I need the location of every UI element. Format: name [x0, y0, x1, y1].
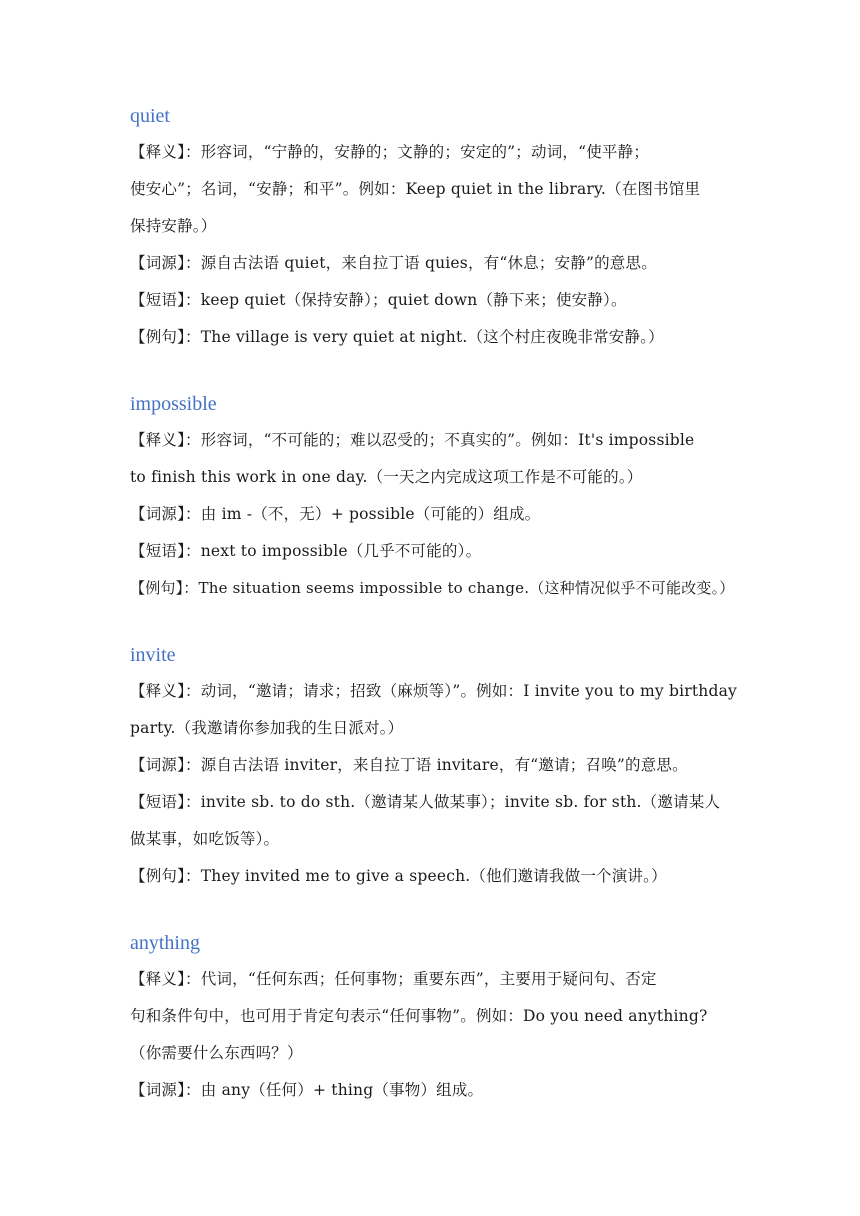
definition-line: 【释义】：形容词，“宁静的，安静的；文静的；安定的”；动词，“使平静；: [130, 143, 650, 161]
definition-line: 句和条件句中，也可用于肯定句表示“任何事物”。例如：Do you need anything?: [130, 1007, 708, 1025]
phrases-line: 【短语】：next to impossible（几乎不可能的）。: [130, 542, 482, 560]
headword: anything: [130, 932, 200, 954]
definition-line: 【释义】：形容词，“不可能的；难以忍受的；不真实的”。例如：It's impossible: [130, 431, 695, 449]
headword: invite: [130, 644, 176, 666]
example-line: 【例句】：They invited me to give a speech.（他们邀请我做一个演讲。）: [130, 867, 667, 885]
phrases-line: 【短语】：invite sb. to do sth.（邀请某人做某事）；invite sb. for sth.（邀请某人: [130, 793, 721, 811]
example-line: 【例句】：The village is very quiet at night.（这个村庄夜晚非常安静。）: [130, 328, 664, 346]
phrases-line: 【短语】：keep quiet（保持安静）；quiet down（静下来；使安静）。: [130, 291, 627, 309]
definition-line: 【释义】：动词，“邀请；请求；招致（麻烦等）”。例如：I invite you to my birthday: [130, 682, 737, 700]
etymology-line: 【词源】：由 im -（不，无）+ possible（可能的）组成。: [130, 505, 541, 523]
definition-line: 使安心”；名词，“安静；和平”。例如：Keep quiet in the library.（在图书馆里: [130, 180, 701, 198]
headword: quiet: [130, 105, 170, 127]
document-page: [130, 98, 740, 1139]
entry-invite: [130, 637, 740, 895]
example-line: 【例句】：The situation seems impossible to change.（这种情况似乎不可能改变。）: [130, 579, 735, 597]
entry-impossible: [130, 386, 740, 607]
entry-quiet: [130, 98, 740, 356]
definition-line: 【释义】：代词，“任何东西；任何事物；重要东西”，主要用于疑问句、否定: [130, 970, 657, 988]
etymology-line: 【词源】：由 any（任何）+ thing（事物）组成。: [130, 1081, 484, 1099]
entry-anything: [130, 925, 740, 1109]
definition-line: （你需要什么东西吗？）: [130, 1044, 303, 1062]
etymology-line: 【词源】：源自古法语 inviter，来自拉丁语 invitare，有“邀请；召唤”的意思。: [130, 756, 688, 774]
headword: impossible: [130, 393, 217, 415]
phrases-line: 做某事，如吃饭等）。: [130, 830, 280, 848]
definition-line: party.（我邀请你参加我的生日派对。）: [130, 719, 404, 737]
etymology-line: 【词源】：源自古法语 quiet，来自拉丁语 quies，有“休息；安静”的意思。: [130, 254, 657, 272]
definition-line: to finish this work in one day.（一天之内完成这项工作是不可能的。）: [130, 468, 643, 486]
definition-line: 保持安静。）: [130, 217, 217, 235]
